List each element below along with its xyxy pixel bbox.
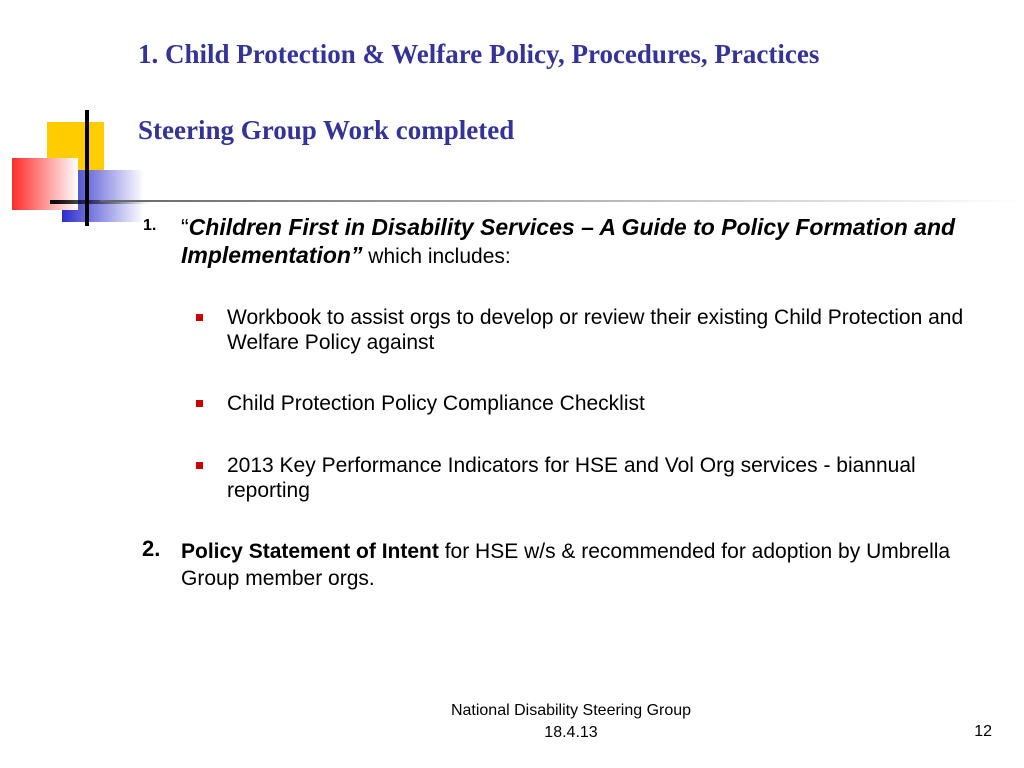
bullet-item bbox=[227, 305, 967, 355]
item-number-2: 2. bbox=[142, 536, 161, 561]
bullet-text: 2013 Key Performance Indicators for HSE and Vol Org services - biannual reporting bbox=[227, 454, 916, 502]
title-divider bbox=[100, 200, 1024, 202]
footer-date: 18.4.13 bbox=[544, 724, 598, 741]
item-2-text bbox=[181, 538, 981, 592]
bullet-square-icon bbox=[196, 462, 203, 469]
document-title: Children First in Disability Services – A Guide to Policy Formation and Implementation” bbox=[181, 214, 956, 268]
slide-footer bbox=[400, 700, 742, 744]
policy-statement-title: Policy Statement of Intent bbox=[181, 540, 439, 563]
bullet-item bbox=[227, 453, 967, 503]
numbered-item-2 bbox=[142, 536, 981, 592]
bullet-text: Workbook to assist orgs to develop or review their existing Child Protection and Welfare Policy against bbox=[227, 306, 964, 354]
open-quote: “ bbox=[181, 214, 189, 240]
item-2-rest: for HSE w/s & recommended for adoption by Umbrella Group member orgs. bbox=[181, 540, 951, 590]
deco-vertical-line bbox=[85, 110, 89, 226]
item-1-text bbox=[181, 213, 981, 271]
item-1-tail: which includes: bbox=[362, 245, 511, 268]
bullet-text: Child Protection Policy Compliance Checklist bbox=[227, 392, 645, 415]
slide-title: 1. Child Protection & Welfare Policy, Procedures, Practices bbox=[138, 39, 820, 69]
bullet-square-icon bbox=[196, 314, 203, 321]
decorative-corner-graphic bbox=[0, 0, 150, 240]
bullet-item bbox=[227, 391, 967, 416]
bullet-square-icon bbox=[196, 400, 203, 407]
item-number-1: 1. bbox=[143, 217, 157, 234]
numbered-item-1 bbox=[143, 213, 981, 271]
footer-organisation: National Disability Steering Group bbox=[450, 702, 692, 719]
slide-subtitle: Steering Group Work completed bbox=[138, 115, 515, 145]
slide-number: 12 bbox=[974, 723, 992, 740]
